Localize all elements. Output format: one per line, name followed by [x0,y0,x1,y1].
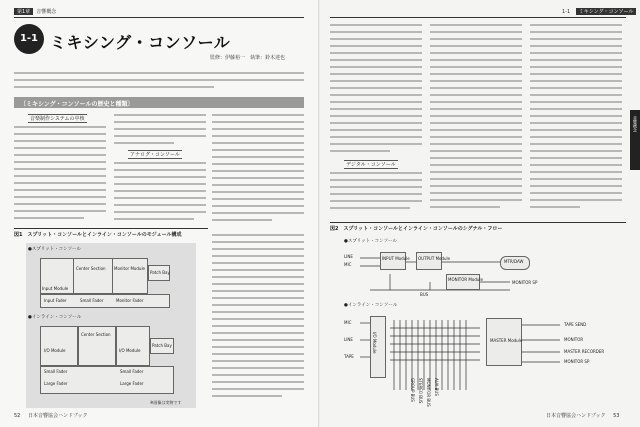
monitor-module-label: Monitor Module [114,266,146,271]
monitor-output: MONITOR [564,337,584,342]
large-fader-1-label: Large Fader [44,381,68,386]
input-fader-label: Input Fader [44,298,67,303]
chapter-header-text: 音響概念 [36,9,57,15]
group-bus-label: GROUP BUS [410,378,415,402]
subhead-music-production: 音楽制作システムの中核 [30,116,85,122]
patch-bay-label: Patch Bay [150,270,170,275]
figure2-rule [330,222,626,223]
right-section-number: 1-1 [562,9,571,15]
figure1-bottom-label: ●インライン・コンソール [28,315,82,320]
small-fader-1-label: Small Fader [44,369,68,374]
figure1-rule [14,228,208,229]
left-footer-text: 日本音響協会ハンドブック [27,413,88,419]
figure2-title: 図2 スプリット・コンソールとインライン・コンソールのシグナル・フロー [330,226,503,232]
output-module-box [416,252,442,270]
left-running-header [14,8,56,15]
left-page-number: 52 [14,413,21,419]
io-module-box-label: I/O Module [372,332,377,354]
right-running-header [562,8,639,15]
chapter-title: ミキシング・コンソール [50,33,231,52]
right-section-title: ミキシング・コンソール [576,8,637,15]
master-recorder-output: MASTER RECORDER [564,349,605,354]
stereo-bus-label: STEREO BUS [418,378,423,404]
center-section-label: Center Section [76,266,106,271]
master-module-box-label: MASTER Module [490,338,523,343]
bus-label: BUS [420,292,429,297]
bottom-center-section-label: Center Section [81,332,111,337]
input-module-label: Input Module [42,286,69,291]
output-module-box-label: OUTPUT Module [418,256,451,261]
tape-send-output: TAPE SEND [564,322,587,327]
bottom-mic-input: MIC [344,320,352,325]
io-module-right-label: I/O Module [119,348,141,353]
right-page [320,0,640,427]
chapter-box: 第1章 [14,8,33,15]
top-mic-input: MIC [344,262,352,267]
aux-bus-label: AUX BUS [434,378,439,396]
right-header-rule [330,17,626,18]
right-page-number: 53 [613,413,620,419]
right-footer-text: 日本音響協会ハンドブック [546,413,606,419]
author-credit: 監修：伊藤裕一 執筆：鈴木達也 [210,55,286,61]
monitor-fader-label: Monitor Fader [116,298,144,303]
figure2-top-label: ●スプリット・コンソール [344,239,397,244]
monitor-module-block [112,258,148,294]
io-module-left-block [40,326,78,366]
center-section-block [73,258,113,294]
figure1-caption: ※画像は実物です [150,400,182,405]
section-heading: 〔ミキシング・コンソールの歴史と種類〕 [20,101,134,108]
monitor-bus-label: MONITOR BUS [426,378,431,407]
large-fader-2-label: Large Fader [120,381,144,386]
section-heading-bar [14,97,304,108]
side-tab-label: 音響概念 [633,116,638,132]
io-module-right-block [116,326,150,366]
monitor-sp-output: MONITOR SP [564,359,590,364]
subhead-analog-console: アナログ・コンソール [130,152,180,158]
top-monitor-sp-output: MONITOR SP [512,280,538,285]
bottom-tape-input: TAPE [344,354,354,359]
left-footer [14,412,87,419]
input-module-box [380,252,406,270]
small-fader-label: Small Fader [80,298,104,303]
figure2-bottom-label: ●インライン・コンソール [344,303,398,308]
monitor-module-box-label: MONITOR Module [448,277,483,282]
input-module-box-label: INPUT Module [382,256,410,261]
bottom-line-input: LINE [344,337,353,342]
chapter-side-tab [630,110,640,170]
small-fader-2-label: Small Fader [120,369,144,374]
chapter-number: 1-1 [14,24,44,54]
bottom-patch-bay-label: Patch Bay [152,343,172,348]
subhead-digital-console: デジタル・コンソール [346,162,396,168]
right-footer [546,412,619,419]
header-rule [14,17,304,18]
mtr-daw-label: MTR/DAW [504,259,524,264]
top-line-input: LINE [344,254,353,259]
figure1-top-label: ●スプリット・コンソール [28,247,81,252]
io-module-left-label: I/O Module [44,348,66,353]
figure1-title: 図1 スプリット・コンソールとインライン・コンソールのモジュール構成 [14,232,182,238]
